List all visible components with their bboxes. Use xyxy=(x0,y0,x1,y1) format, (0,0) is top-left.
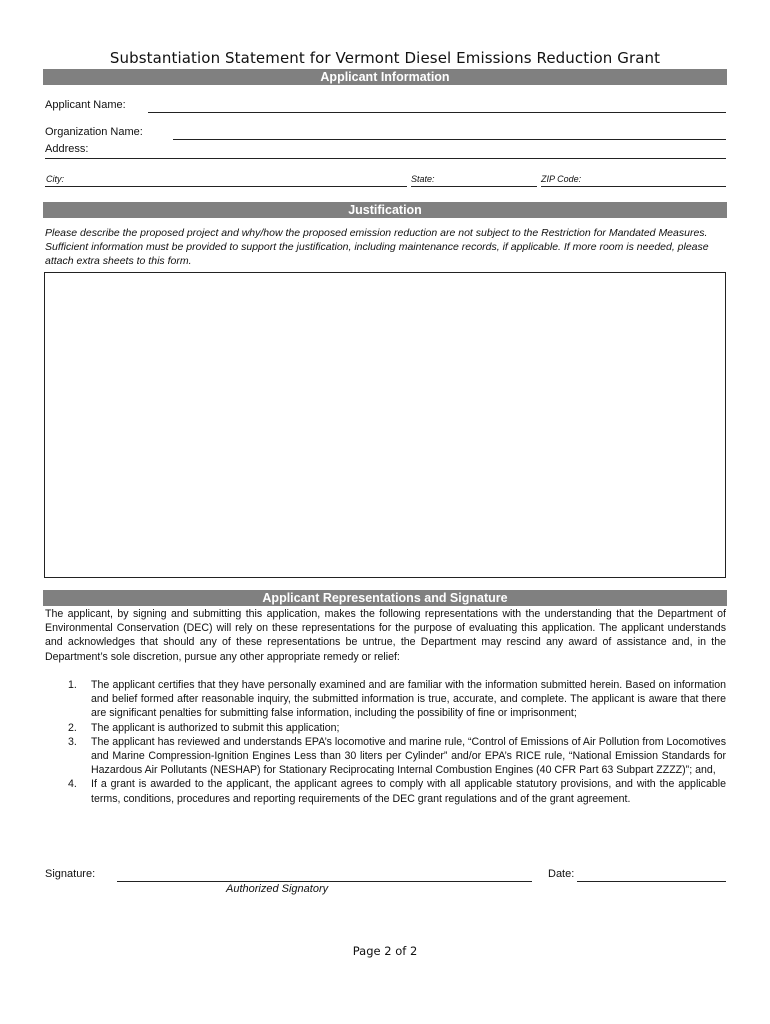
justification-text-area[interactable] xyxy=(44,272,726,578)
list-item: 4. If a grant is awarded to the applicant, the applicant agrees to comply with all applicable statutory provisions, and with the applicable terms, conditions, procedures and reporting requirements of the DEC grant regulations and of the grant agreement. xyxy=(68,778,726,805)
page-number: Page 2 of 2 xyxy=(352,944,418,958)
section-header-justification: Justification xyxy=(43,202,727,218)
page-title: Substantiation Statement for Vermont Diesel Emissions Reduction Grant xyxy=(109,49,661,67)
applicant-name-field[interactable] xyxy=(148,112,726,113)
applicant-name-label: Applicant Name: xyxy=(45,99,126,111)
state-field[interactable] xyxy=(411,186,537,187)
section-header-applicant-information: Applicant Information xyxy=(43,69,727,85)
section-header-representations: Applicant Representations and Signature xyxy=(43,590,727,606)
date-field[interactable] xyxy=(577,881,726,882)
representations-list xyxy=(68,678,726,806)
signature-label: Signature: xyxy=(45,868,96,880)
list-item: 1. The applicant certifies that they have personally examined and are familiar with the information submitted herein. Based on information and belief formed after reasonable inquiry, the submitted information is true, accurate, and complete. The applicant is aware that there are significant penalties for submitting false information, including the possibility of fine or imprisonment; xyxy=(68,679,726,720)
representations-intro: The applicant, by signing and submitting this application, makes the following representations with the understanding that the Department of Environmental Conservation (DEC) will rely on these representations for the purpose of evaluating this application. The applicant understands and acknowledges that should any of these representations be untrue, the Department may rescind any award of assistance and, in the Department’s sole discretion, pursue any other appropriate remedy or relief: xyxy=(45,608,726,663)
signature-field[interactable] xyxy=(117,881,532,882)
address-label: Address: xyxy=(45,143,89,155)
state-label: State: xyxy=(411,174,435,184)
list-item: 3. The applicant has reviewed and understands EPA’s locomotive and marine rule, “Control of Emissions of Air Pollution from Locomotives and Marine Compression-Ignition Engines Less than 30 liters per Cylinder” and/or EPA’s RICE rule, “National Emission Standards for Hazardous Air Pollutants (NESHAP) for Stationary Reciprocating Internal Combustion Engines (40 CFR Part 63 Subpart ZZZZ)”; and, xyxy=(68,735,726,777)
city-label: City: xyxy=(46,174,64,184)
address-field[interactable] xyxy=(45,158,726,159)
zip-code-label: ZIP Code: xyxy=(541,174,582,184)
date-label: Date: xyxy=(548,868,575,880)
justification-instructions: Please describe the proposed project and why/how the proposed emission reduction are not subject to the Restriction for Mandated Measures. Sufficient information must be provided to support the justification, including maintenance records, if applicable. If more room is needed, please attach extra sheets to this form. xyxy=(45,227,709,267)
list-item: 2. The applicant is authorized to submit this application; xyxy=(68,721,340,734)
zip-code-field[interactable] xyxy=(541,186,726,187)
authorized-signatory-label: Authorized Signatory xyxy=(226,883,329,895)
organization-name-field[interactable] xyxy=(173,139,726,140)
city-field[interactable] xyxy=(45,186,407,187)
organization-name-label: Organization Name: xyxy=(45,126,143,138)
